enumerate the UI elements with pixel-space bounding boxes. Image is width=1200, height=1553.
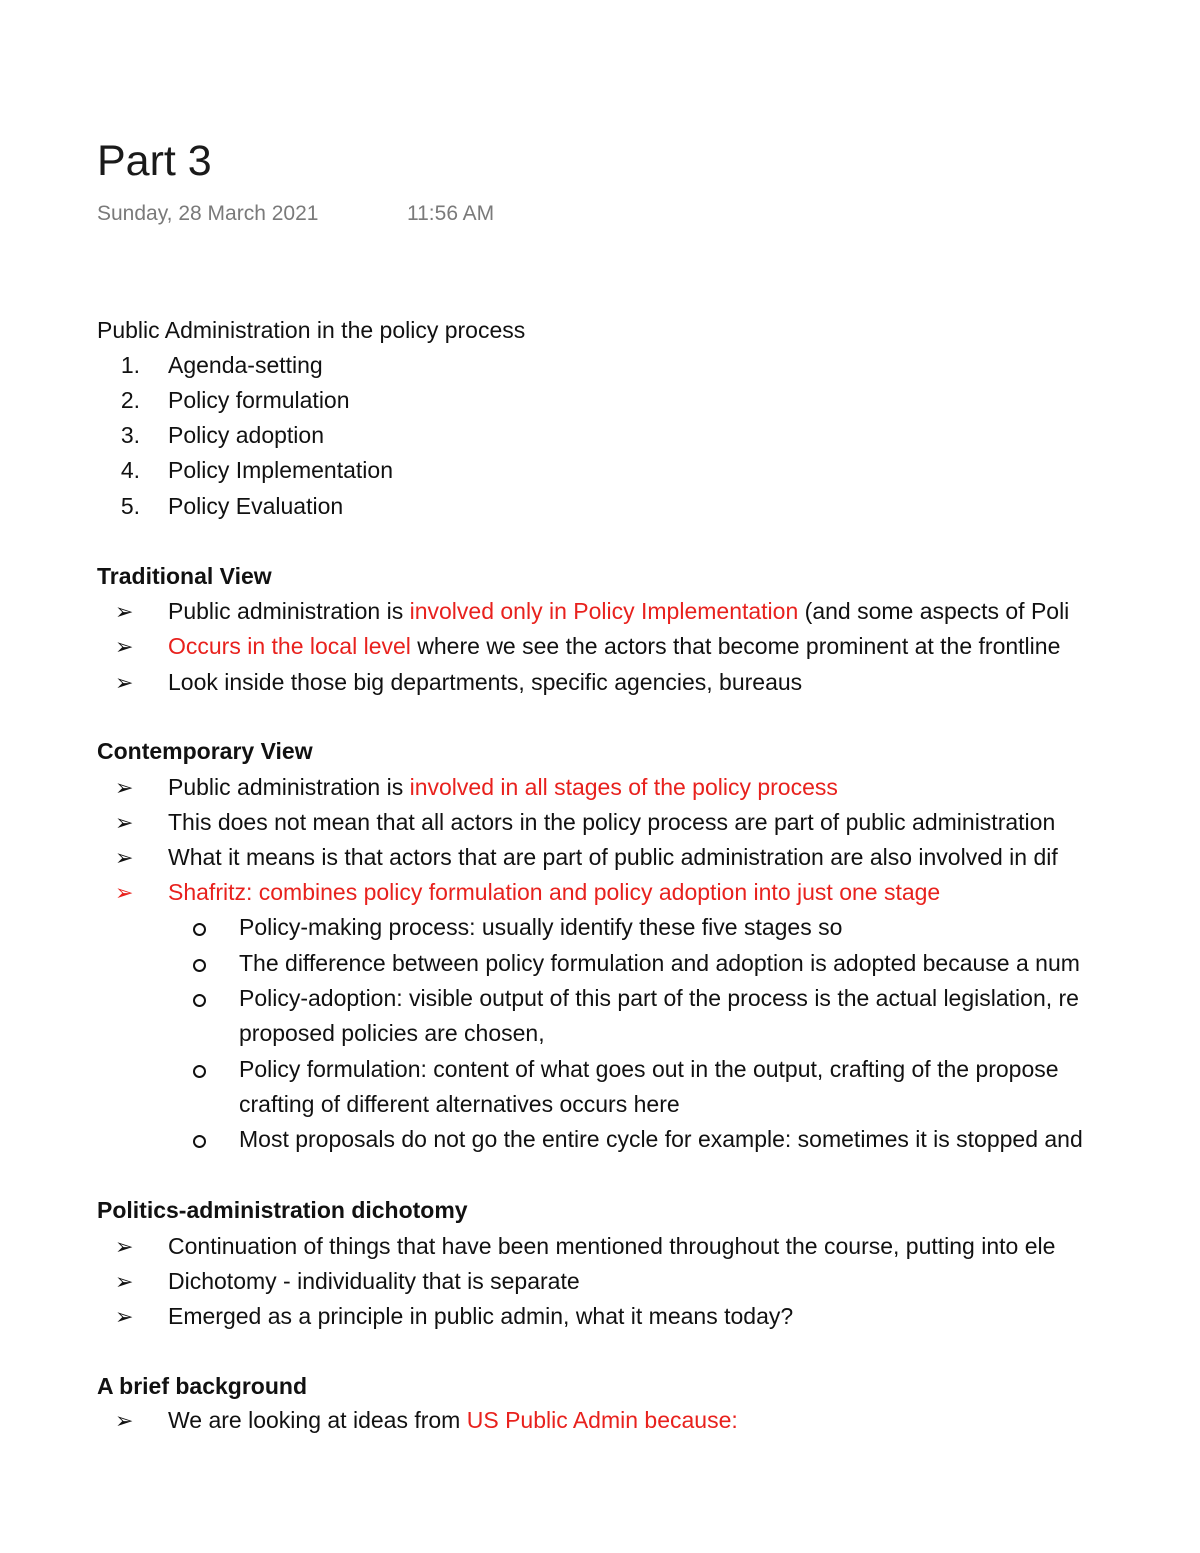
sub-bullet-text: The difference between policy formulation and adoption is adopted because a num <box>239 950 1080 976</box>
sub-bullet-text: crafting of different alternatives occurs here <box>239 1091 680 1117</box>
section-heading-dichotomy: Politics-administration dichotomy <box>97 1197 468 1223</box>
sub-bullet-text: Policy-making process: usually identify these five stages so <box>239 914 843 940</box>
arrow-bullet-icon: ➢ <box>115 1269 134 1294</box>
circle-bullet-icon <box>193 1065 206 1078</box>
section-heading-background: A brief background <box>97 1373 307 1399</box>
bullet-text: This does not mean that all actors in the policy process are part of public administration <box>168 809 1056 835</box>
list-number: 2. <box>120 387 140 413</box>
list-number: 3. <box>120 422 140 448</box>
bullet-text: Look inside those big departments, specific agencies, bureaus <box>168 669 803 695</box>
bullet-text: Public administration is involved only in Policy Implementation (and some aspects of Poli <box>168 598 1070 624</box>
sub-bullet-text: Policy-adoption: visible output of this part of the process is the actual legislation, re <box>239 985 1079 1011</box>
arrow-bullet-icon: ➢ <box>115 880 134 905</box>
highlight-text: US Public Admin because: <box>466 1407 738 1433</box>
list-item-text: Policy Implementation <box>168 457 393 483</box>
highlight-text: Occurs in the local level <box>168 633 411 659</box>
highlight-text: involved in all stages of the policy process <box>409 774 838 800</box>
arrow-bullet-icon: ➢ <box>115 670 134 695</box>
intro-heading: Public Administration in the policy process <box>97 317 526 343</box>
arrow-bullet-icon: ➢ <box>115 1304 134 1329</box>
circle-bullet-icon <box>193 1135 206 1148</box>
arrow-bullet-icon: ➢ <box>115 1408 134 1433</box>
circle-bullet-icon <box>193 959 206 972</box>
list-number: 1. <box>120 352 140 378</box>
arrow-bullet-icon: ➢ <box>115 810 134 835</box>
arrow-bullet-icon: ➢ <box>115 775 134 800</box>
bullet-text: We are looking at ideas from US Public Admin because: <box>168 1407 738 1433</box>
sub-bullet-text: Policy formulation: content of what goes out in the output, crafting of the propose <box>239 1056 1059 1082</box>
list-item-text: Policy Evaluation <box>168 493 344 519</box>
bullet-text: Dichotomy - individuality that is separate <box>168 1268 580 1294</box>
bullet-text: Occurs in the local level where we see the actors that become prominent at the frontline <box>168 633 1061 659</box>
page-title: Part 3 <box>97 137 212 185</box>
bullet-text: Public administration is involved in all stages of the policy process <box>168 774 838 800</box>
list-number: 5. <box>120 493 140 519</box>
sub-bullet-text: proposed policies are chosen, <box>239 1020 545 1046</box>
bullet-text: What it means is that actors that are part of public administration are also involved in dif <box>168 844 1058 870</box>
highlight-text: involved only in Policy Implementation <box>409 598 799 624</box>
list-item-text: Policy adoption <box>168 422 324 448</box>
page-date: Sunday, 28 March 2021 <box>97 202 319 225</box>
section-heading-traditional: Traditional View <box>97 563 272 589</box>
highlight-text: Shafritz: combines policy formulation and policy adoption into just one stage <box>168 879 941 905</box>
page-time: 11:56 AM <box>407 202 495 225</box>
bullet-text: Emerged as a principle in public admin, what it means today? <box>168 1303 794 1329</box>
list-number: 4. <box>120 457 140 483</box>
arrow-bullet-icon: ➢ <box>115 634 134 659</box>
arrow-bullet-icon: ➢ <box>115 845 134 870</box>
section-heading-contemporary: Contemporary View <box>97 738 313 764</box>
list-item-text: Agenda-setting <box>168 352 323 378</box>
arrow-bullet-icon: ➢ <box>115 1234 134 1259</box>
circle-bullet-icon <box>193 994 206 1007</box>
arrow-bullet-icon: ➢ <box>115 599 134 624</box>
circle-bullet-icon <box>193 923 206 936</box>
bullet-text: Continuation of things that have been mentioned throughout the course, putting into ele <box>168 1233 1056 1259</box>
sub-bullet-text: Most proposals do not go the entire cycle for example: sometimes it is stopped and <box>239 1126 1083 1152</box>
list-item-text: Policy formulation <box>168 387 350 413</box>
